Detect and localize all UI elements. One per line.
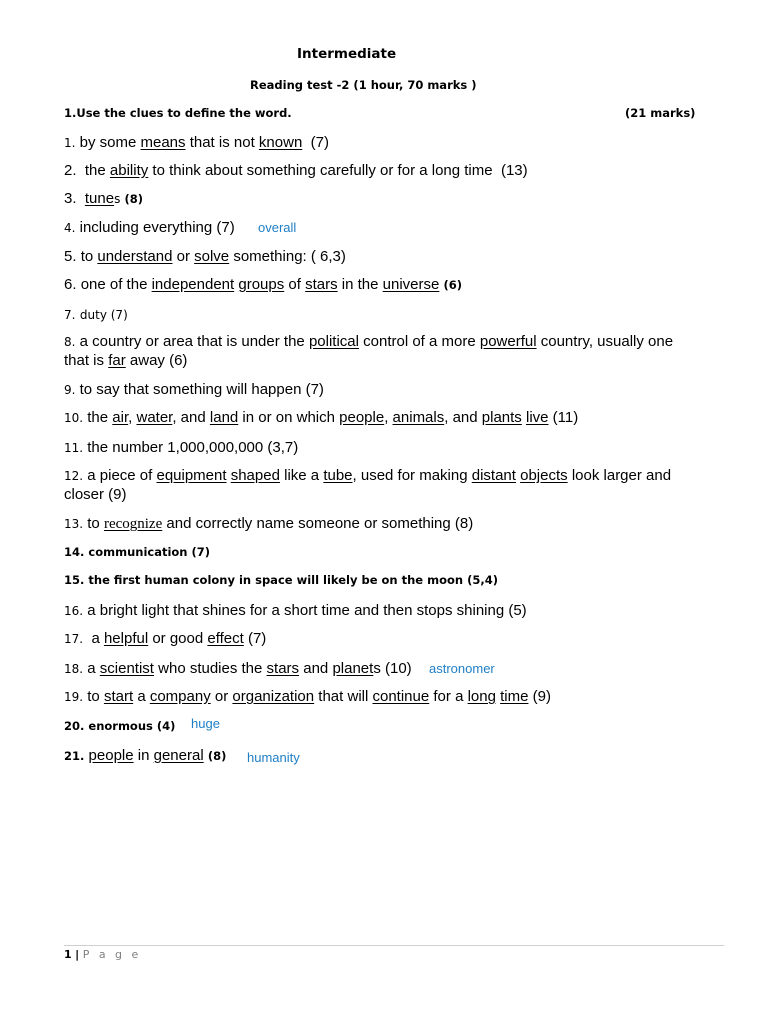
question-19: 19. to start a company or organization that will continue for a long time (9) [64, 688, 551, 705]
document-subtitle: Reading test -2 (1 hour, 70 marks ) [250, 78, 477, 92]
question-14: 14. communication (7) [64, 545, 211, 559]
question-15: 15. the first human colony in space will likely be on the moon (5,4) [64, 573, 498, 587]
answer-20: huge [191, 716, 220, 731]
question-1: 1. by some means that is not known (7) [64, 134, 329, 151]
question-12-continued: closer (9) [64, 486, 127, 503]
question-20: 20. enormous (4) [64, 719, 176, 733]
question-10: 10. the air, water, and land in or on which people, animals, and plants live (11) [64, 409, 579, 426]
question-21: 21. people in general (8) [64, 747, 227, 764]
page-separator: | [75, 948, 80, 961]
question-12: 12. a piece of equipment shaped like a tube, used for making distant objects look larger and [64, 467, 672, 484]
page-number: 1 [64, 948, 72, 961]
question-11: 11. the number 1,000,000,000 (3,7) [64, 439, 299, 456]
question-7: 7. duty (7) [64, 308, 128, 322]
question-17: 17. a helpful or good effect (7) [64, 630, 267, 647]
footer-divider [64, 945, 724, 946]
question-8-continued: that is far away (6) [64, 352, 188, 369]
question-16: 16. a bright light that shines for a short time and then stops shining (5) [64, 602, 527, 619]
page-label: P a g e [82, 948, 142, 961]
question-9: 9. to say that something will happen (7) [64, 381, 324, 398]
answer-4: overall [258, 220, 297, 235]
question-3: 3. tunes (8) [64, 190, 144, 207]
question-6: 6. one of the independent groups of stars in the universe (6) [64, 276, 463, 293]
section-marks: (21 marks) [625, 106, 696, 120]
question-18: 18. a scientist who studies the stars and planets (10) [64, 660, 412, 677]
document-title: Intermediate [297, 46, 397, 62]
answer-21: humanity [247, 750, 300, 765]
page-footer [64, 948, 141, 961]
question-5: 5. to understand or solve something: ( 6,3) [64, 248, 346, 265]
answer-18: astronomer [429, 661, 495, 676]
question-4: 4. including everything (7) [64, 219, 235, 236]
question-13: 13. to recognize and correctly name someone or something (8) [64, 515, 474, 532]
question-8: 8. a country or area that is under the political control of a more powerful country, usually one [64, 333, 674, 350]
section-heading: 1.Use the clues to define the word. [64, 106, 292, 120]
question-2: 2. the ability to think about something carefully or for a long time (13) [64, 162, 528, 179]
